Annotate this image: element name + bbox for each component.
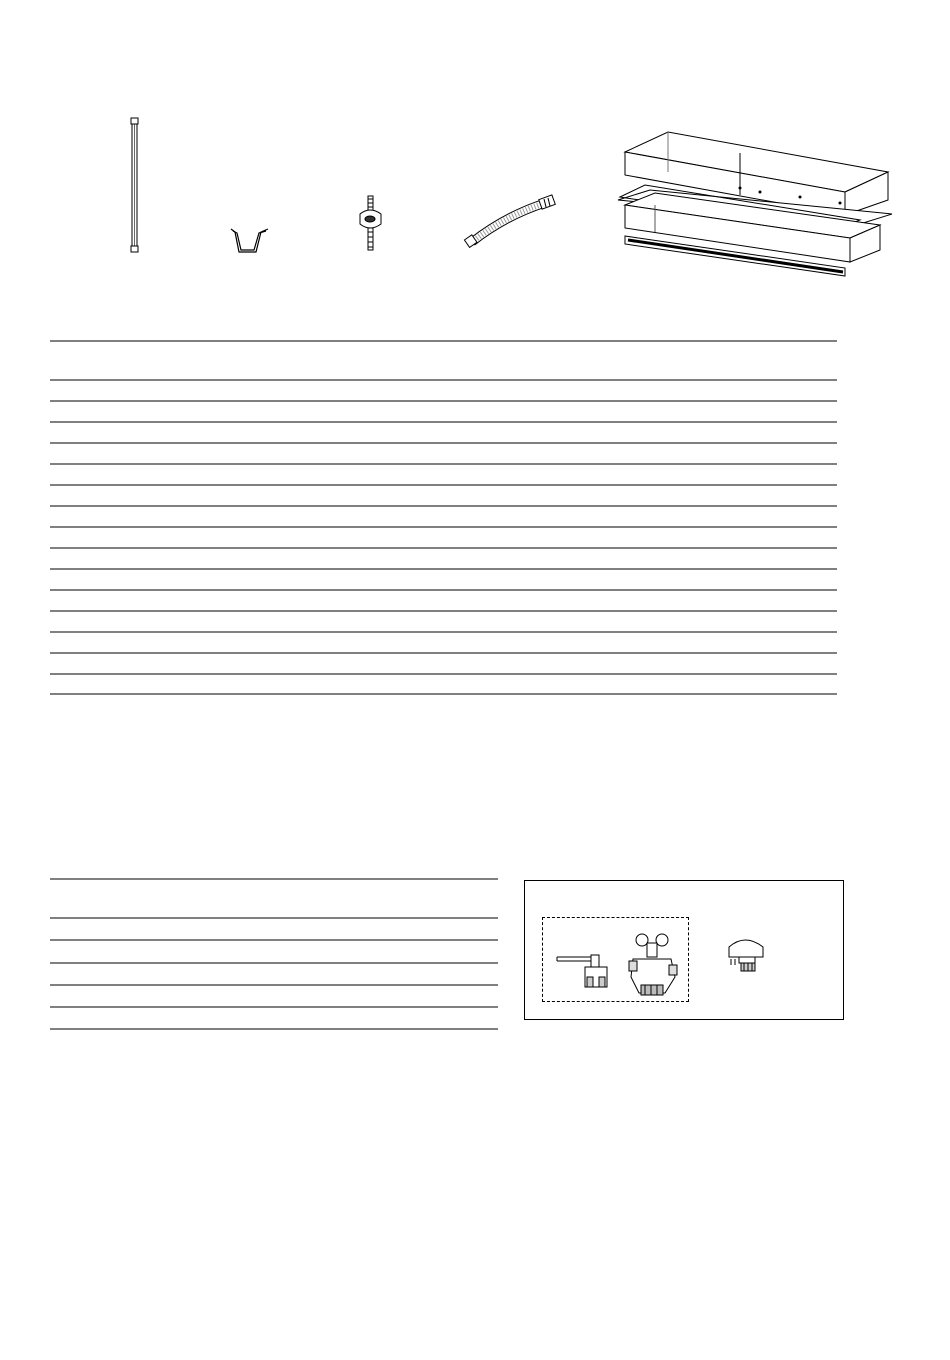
balancing-valve-icon xyxy=(629,934,677,995)
accessories-drawing xyxy=(525,881,845,1021)
main-table xyxy=(50,341,837,694)
ball-valve-icon xyxy=(557,955,607,987)
secondary-table xyxy=(50,879,498,1029)
actuator-icon xyxy=(729,940,763,971)
accessories-panel xyxy=(524,880,844,1020)
